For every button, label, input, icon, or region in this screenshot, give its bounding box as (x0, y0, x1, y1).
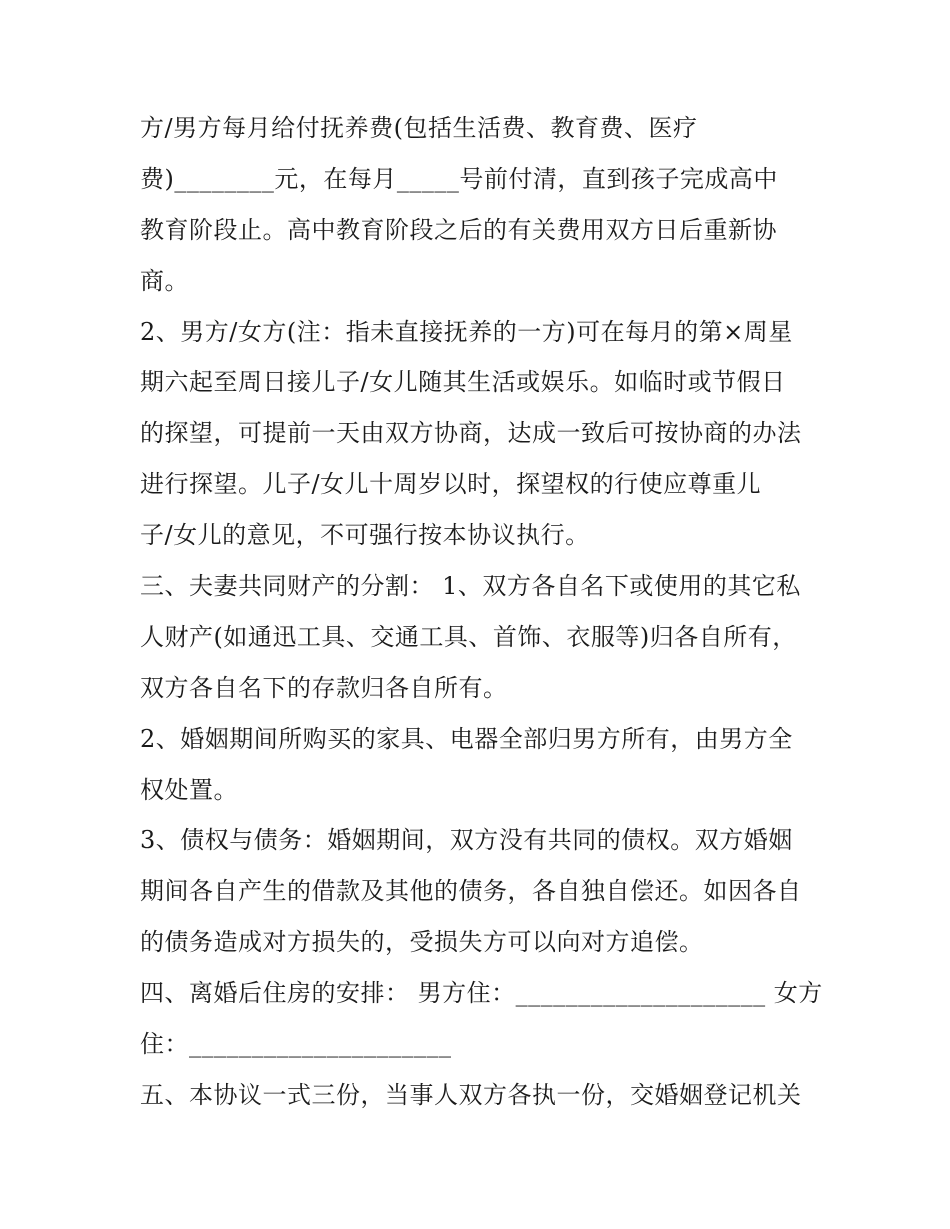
text-line: 进行探望。儿子/女儿十周岁以时，探望权的行使应尊重儿 (140, 470, 762, 499)
text-line: 期间各自产生的借款及其他的债务，各自独自偿还。如因各自 (140, 877, 802, 906)
text-line: 3、债权与债务：婚姻期间，双方没有共同的债权。双方婚姻 (140, 826, 793, 855)
text-line: 四、离婚后住房的安排： 男方住：____________________ 女方 (140, 979, 823, 1008)
text-line: 教育阶段止。高中教育阶段之后的有关费用双方日后重新协 (140, 215, 777, 244)
text-line: 费)________元，在每月_____号前付清，直到孩子完成高中 (140, 164, 778, 193)
text-line: 人财产(如通迅工具、交通工具、首饰、衣服等)归各自所有， (140, 622, 797, 651)
text-line: 三、夫妻共同财产的分割： 1、双方各自名下或使用的其它私 (140, 572, 801, 601)
document-page (140, 103, 823, 1121)
text-line: 双方各自名下的存款归各自所有。 (140, 673, 508, 702)
text-line: 2、婚姻期间所购买的家具、电器全部归男方所有，由男方全 (140, 724, 793, 753)
text-line: 权处置。 (140, 775, 238, 804)
text-line: 期六起至周日接儿子/女儿随其生活或娱乐。如临时或节假日 (140, 368, 786, 397)
text-line: 2、男方/女方(注：指未直接抚养的一方)可在每月的第×周星 (140, 317, 793, 346)
text-line: 商。 (140, 266, 189, 295)
text-line: 住：_____________________ (140, 1030, 452, 1059)
text-line: 子/女儿的意见，不可强行按本协议执行。 (140, 521, 590, 550)
text-line: 方/男方每月给付抚养费(包括生活费、教育费、医疗 (140, 114, 698, 142)
text-line: 五、本协议一式三份，当事人双方各执一份，交婚姻登记机关 (140, 1080, 802, 1109)
text-line: 的债务造成对方损失的，受损失方可以向对方追偿。 (140, 928, 704, 957)
text-line: 的探望，可提前一天由双方协商，达成一致后可按协商的办法 (140, 419, 802, 448)
